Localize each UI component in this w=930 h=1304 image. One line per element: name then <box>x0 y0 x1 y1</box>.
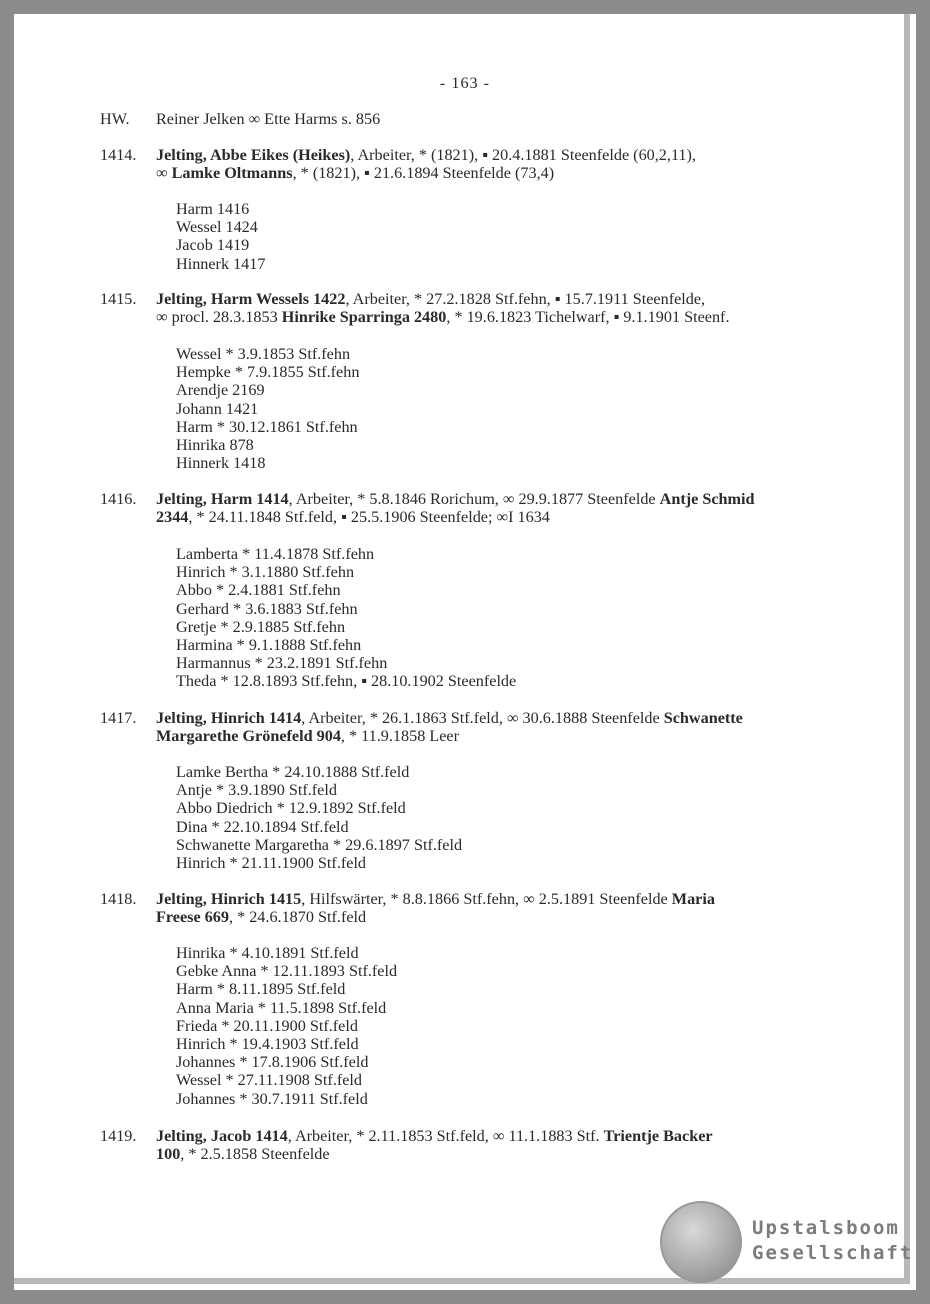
entry-2 <box>100 490 870 526</box>
child-item: Hinnerk 1417 <box>176 254 266 273</box>
hw-line <box>100 110 870 128</box>
entry-detail: , * (1821), ▪ 21.6.1894 Steenfelde (73,4) <box>292 164 555 183</box>
person-name: Jelting, Abbe Eikes (Heikes) <box>156 146 351 164</box>
child-item: Hempke * 7.9.1855 Stf.fehn <box>176 363 360 382</box>
child-item: Arendje 2169 <box>176 381 265 400</box>
person-name: Jelting, Harm 1414 <box>156 490 289 508</box>
person-name: 100 <box>156 1145 181 1164</box>
person-name: Antje Schmid <box>659 490 755 508</box>
entry-detail: , Arbeiter, * 27.2.1828 Stf.fehn, ▪ 15.7.1911 Steenfelde, <box>345 290 706 308</box>
child-item: Johann 1421 <box>176 399 259 418</box>
person-name: Schwanette <box>663 709 743 727</box>
hw-text: Reiner Jelken ∞ Ette Harms s. 856 <box>156 110 381 128</box>
child-item: Hinrich * 19.4.1903 Stf.feld <box>176 1035 359 1054</box>
entry-detail: , Arbeiter, * 5.8.1846 Rorichum, ∞ 29.9.1877 Steenfelde <box>288 490 660 508</box>
entry-text <box>156 490 870 526</box>
child-item: Hinrich * 3.1.1880 Stf.fehn <box>176 563 355 582</box>
entry-text <box>156 290 870 326</box>
entry-line <box>156 727 870 745</box>
child-item: Johannes * 17.8.1906 Stf.feld <box>176 1053 369 1072</box>
entry-line <box>156 490 870 508</box>
child-item: Wessel * 27.11.1908 Stf.feld <box>176 1071 363 1090</box>
entry-detail: , Arbeiter, * (1821), ▪ 20.4.1881 Steenfelde (60,2,11), <box>350 146 696 164</box>
entry-number: 1419. <box>100 1127 137 1145</box>
entry-line <box>156 308 870 326</box>
child-item: Harm 1416 <box>176 200 250 218</box>
entry-detail: ∞ <box>156 164 172 183</box>
child-item: Schwanette Margaretha * 29.6.1897 Stf.feld <box>176 835 463 854</box>
children-list <box>176 944 397 1108</box>
entry-4 <box>100 890 870 926</box>
child-item: Abbo * 2.4.1881 Stf.fehn <box>176 581 341 600</box>
entry-detail: , Hilfswärter, * 8.8.1866 Stf.fehn, ∞ 2.5.1891 Steenfelde <box>301 890 672 908</box>
entry-number: 1415. <box>100 290 137 308</box>
entry-line <box>156 164 870 182</box>
hw-label: HW. <box>100 110 130 128</box>
entry-number: 1418. <box>100 890 137 908</box>
child-item: Dina * 22.10.1894 Stf.feld <box>176 817 349 836</box>
entry-line <box>156 508 870 526</box>
entry-detail: , * 11.9.1858 Leer <box>340 727 460 746</box>
children-list <box>176 200 265 273</box>
child-item: Gerhard * 3.6.1883 Stf.fehn <box>176 599 358 618</box>
child-item: Hinrich * 21.11.1900 Stf.feld <box>176 854 367 873</box>
child-item: Anna Maria * 11.5.1898 Stf.feld <box>176 998 387 1017</box>
entry-line <box>156 890 870 908</box>
child-item: Hinrika * 4.10.1891 Stf.feld <box>176 944 359 962</box>
children-list <box>176 545 516 691</box>
child-item: Hinnerk 1418 <box>176 454 266 473</box>
person-name: Lamke Oltmanns <box>171 164 293 183</box>
entry-line <box>156 146 870 164</box>
child-item: Frieda * 20.11.1900 Stf.feld <box>176 1016 358 1035</box>
entry-text <box>156 890 870 926</box>
entry-detail: , Arbeiter, * 26.1.1863 Stf.feld, ∞ 30.6.1888 Steenfelde <box>301 709 664 727</box>
entry-text <box>156 1127 870 1163</box>
entry-0 <box>100 146 870 182</box>
society-seal-icon <box>660 1201 742 1283</box>
entry-detail: , * 24.11.1848 Stf.feld, ▪ 25.5.1906 Steenfelde; ∞I 1634 <box>188 508 550 527</box>
entry-detail: , Arbeiter, * 2.11.1853 Stf.feld, ∞ 11.1.1883 Stf. <box>287 1127 604 1145</box>
person-name: Maria <box>671 890 715 908</box>
child-item: Harm * 8.11.1895 Stf.feld <box>176 980 346 999</box>
page-number: - 163 - <box>439 74 491 92</box>
child-item: Johannes * 30.7.1911 Stf.feld <box>176 1089 368 1108</box>
entry-3 <box>100 709 870 745</box>
entry-line <box>156 709 870 727</box>
child-item: Lamke Bertha * 24.10.1888 Stf.feld <box>176 763 410 781</box>
person-name: 2344 <box>156 508 189 527</box>
entry-number: 1417. <box>100 709 137 727</box>
entry-number: 1416. <box>100 490 137 508</box>
person-name: Freese 669 <box>156 908 229 927</box>
entry-text <box>156 146 870 182</box>
person-name: Margarethe Grönefeld 904 <box>156 727 341 746</box>
child-item: Hinrika 878 <box>176 436 254 455</box>
child-item: Harm * 30.12.1861 Stf.fehn <box>176 417 358 436</box>
entry-line <box>156 908 870 926</box>
person-name: Hinrike Sparringa 2480 <box>281 308 447 327</box>
person-name: Jelting, Harm Wessels 1422 <box>156 290 346 308</box>
entry-line <box>156 1145 870 1163</box>
entry-detail: , * 24.6.1870 Stf.feld <box>228 908 367 927</box>
child-item: Wessel * 3.9.1853 Stf.fehn <box>176 345 351 363</box>
entry-text <box>156 709 870 745</box>
person-name: Trientje Backer <box>603 1127 713 1145</box>
entry-detail: , * 2.5.1858 Steenfelde <box>180 1145 330 1164</box>
person-name: Jelting, Hinrich 1414 <box>156 709 302 727</box>
child-item: Gretje * 2.9.1885 Stf.fehn <box>176 617 346 636</box>
entry-line <box>156 290 870 308</box>
entry-detail: , * 19.6.1823 Tichelwarf, ▪ 9.1.1901 Steenf. <box>446 308 730 327</box>
children-list <box>176 763 462 872</box>
child-item: Wessel 1424 <box>176 218 258 237</box>
child-item: Antje * 3.9.1890 Stf.feld <box>176 781 337 800</box>
child-item: Lamberta * 11.4.1878 Stf.fehn <box>176 545 375 563</box>
brand-line-1: Upstalsboom <box>752 1217 900 1239</box>
children-list <box>176 345 359 472</box>
person-name: Jelting, Hinrich 1415 <box>156 890 302 908</box>
child-item: Theda * 12.8.1893 Stf.fehn, ▪ 28.10.1902 Steenfelde <box>176 672 517 691</box>
child-item: Gebke Anna * 12.11.1893 Stf.feld <box>176 962 398 981</box>
child-item: Harmannus * 23.2.1891 Stf.fehn <box>176 654 388 673</box>
entry-detail: ∞ procl. 28.3.1853 <box>156 308 282 327</box>
entry-line <box>156 1127 870 1145</box>
child-item: Abbo Diedrich * 12.9.1892 Stf.feld <box>176 799 406 818</box>
brand-line-2: Gesellschaft <box>752 1242 914 1264</box>
entry-1 <box>100 290 870 326</box>
person-name: Jelting, Jacob 1414 <box>156 1127 288 1145</box>
child-item: Jacob 1419 <box>176 236 250 255</box>
entry-5 <box>100 1127 870 1163</box>
brand-logo <box>752 1216 913 1266</box>
child-item: Harmina * 9.1.1888 Stf.fehn <box>176 636 362 655</box>
entry-number: 1414. <box>100 146 137 164</box>
